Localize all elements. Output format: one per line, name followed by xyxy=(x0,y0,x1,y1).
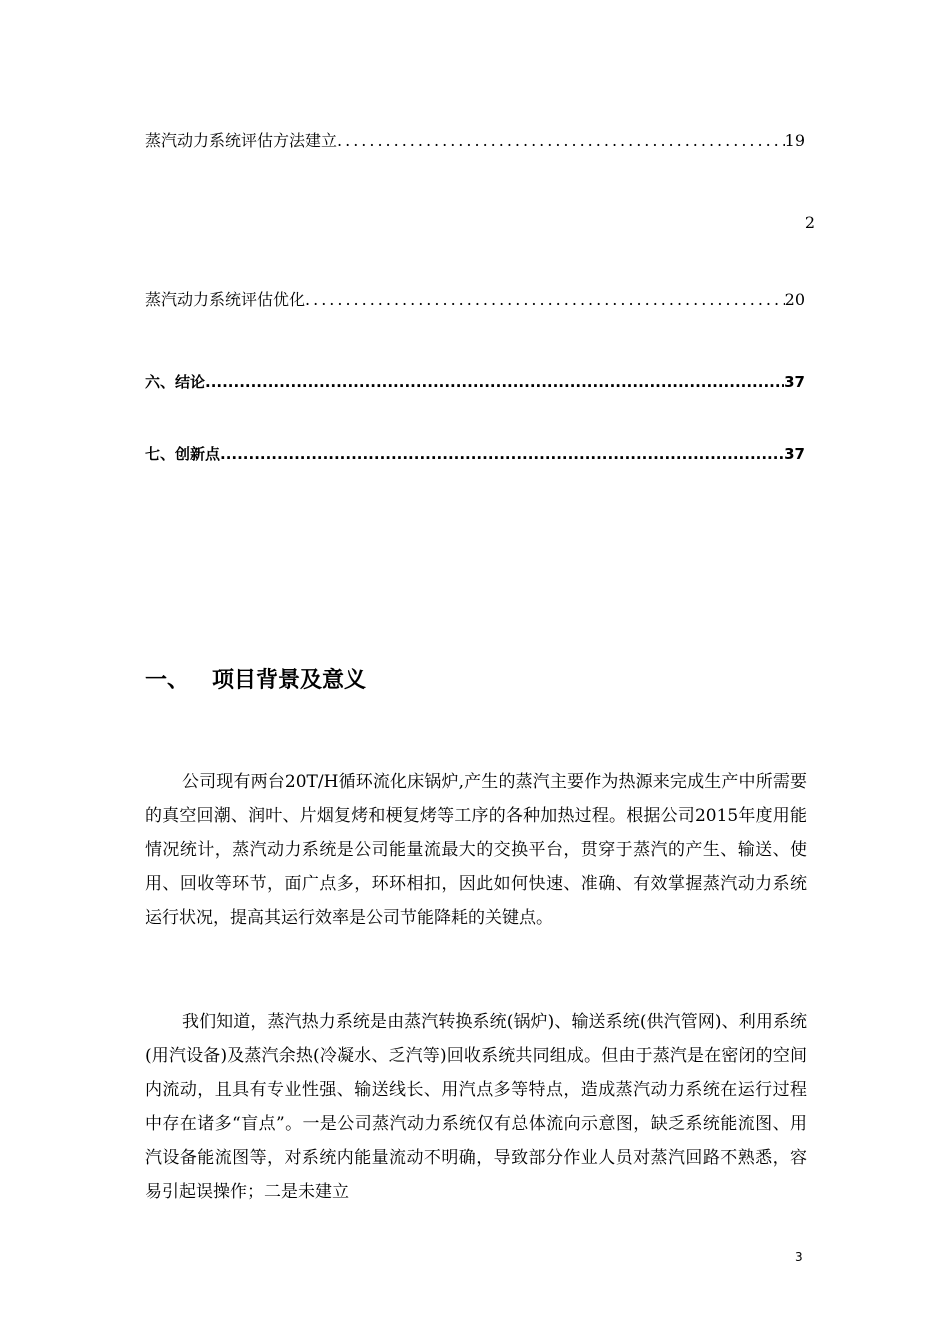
toc-entry-title: 蒸汽动力系统评估方法建立 xyxy=(145,131,338,150)
section-heading xyxy=(145,663,366,694)
toc-entry-page: 37 xyxy=(784,373,805,391)
paragraph-text: 我们知道，蒸汽热力系统是由蒸汽转换系统(锅炉)、输送系统(供汽管网)、利用系统(用汽设备)及蒸汽余热(冷凝水、乏汽等)回收系统共同组成。但由于蒸汽是在密闭的空间内流动，且具有专业性强、输送线长、用汽点多等特点，造成蒸汽动力系统在运行过程中存在诸多“盲点”。一是公司蒸汽动力系统仅有总体流向示意图，缺乏系统能流图、用汽设备能流图等，对系统内能量流动不明确，导致部分作业人员对蒸汽回路不熟悉，容易引起误操作；二是未建立 xyxy=(145,1012,807,1202)
toc-entry-title: 七、创新点 xyxy=(145,445,221,463)
toc-entry[interactable] xyxy=(145,128,805,152)
toc-entry-page: 37 xyxy=(784,445,805,463)
paragraph-text: 公司现有两台20T/H循环流化床锅炉,产生的蒸汽主要作为热源来完成生产中所需要的真空回潮、润叶、片烟复烤和梗复烤等工序的各种加热过程。根据公司2015年度用能情况统计，蒸汽动力系统是公司能量流最大的交换平台，贯穿于蒸汽的产生、输送、使用、回收等环节，面广点多，环环相扣，因此如何快速、准确、有效掌握蒸汽动力系统运行状况，提高其运行效率是公司节能降耗的关键点。 xyxy=(145,772,807,928)
toc-leader-dots xyxy=(205,373,784,391)
toc-entry[interactable] xyxy=(145,443,805,467)
toc-entry-title: 蒸汽动力系统评估优化 xyxy=(145,290,306,309)
toc-leader-dots xyxy=(220,445,784,463)
section-number: 一、 xyxy=(145,668,190,693)
toc-leader-dots xyxy=(337,131,785,150)
toc-leader-dots xyxy=(305,290,785,309)
body-paragraph xyxy=(145,765,807,935)
toc-entry-page: 19 xyxy=(784,131,805,150)
body-paragraph xyxy=(145,1005,807,1209)
toc-entry[interactable] xyxy=(145,371,805,395)
toc-entry-page: 20 xyxy=(784,290,805,309)
toc-entry-title: 六、结论 xyxy=(145,373,206,391)
section-title: 项目背景及意义 xyxy=(212,668,367,693)
toc-entry[interactable] xyxy=(145,287,805,311)
stray-page-number: 2 xyxy=(804,213,815,232)
footer-page-number: 3 xyxy=(795,1250,803,1264)
